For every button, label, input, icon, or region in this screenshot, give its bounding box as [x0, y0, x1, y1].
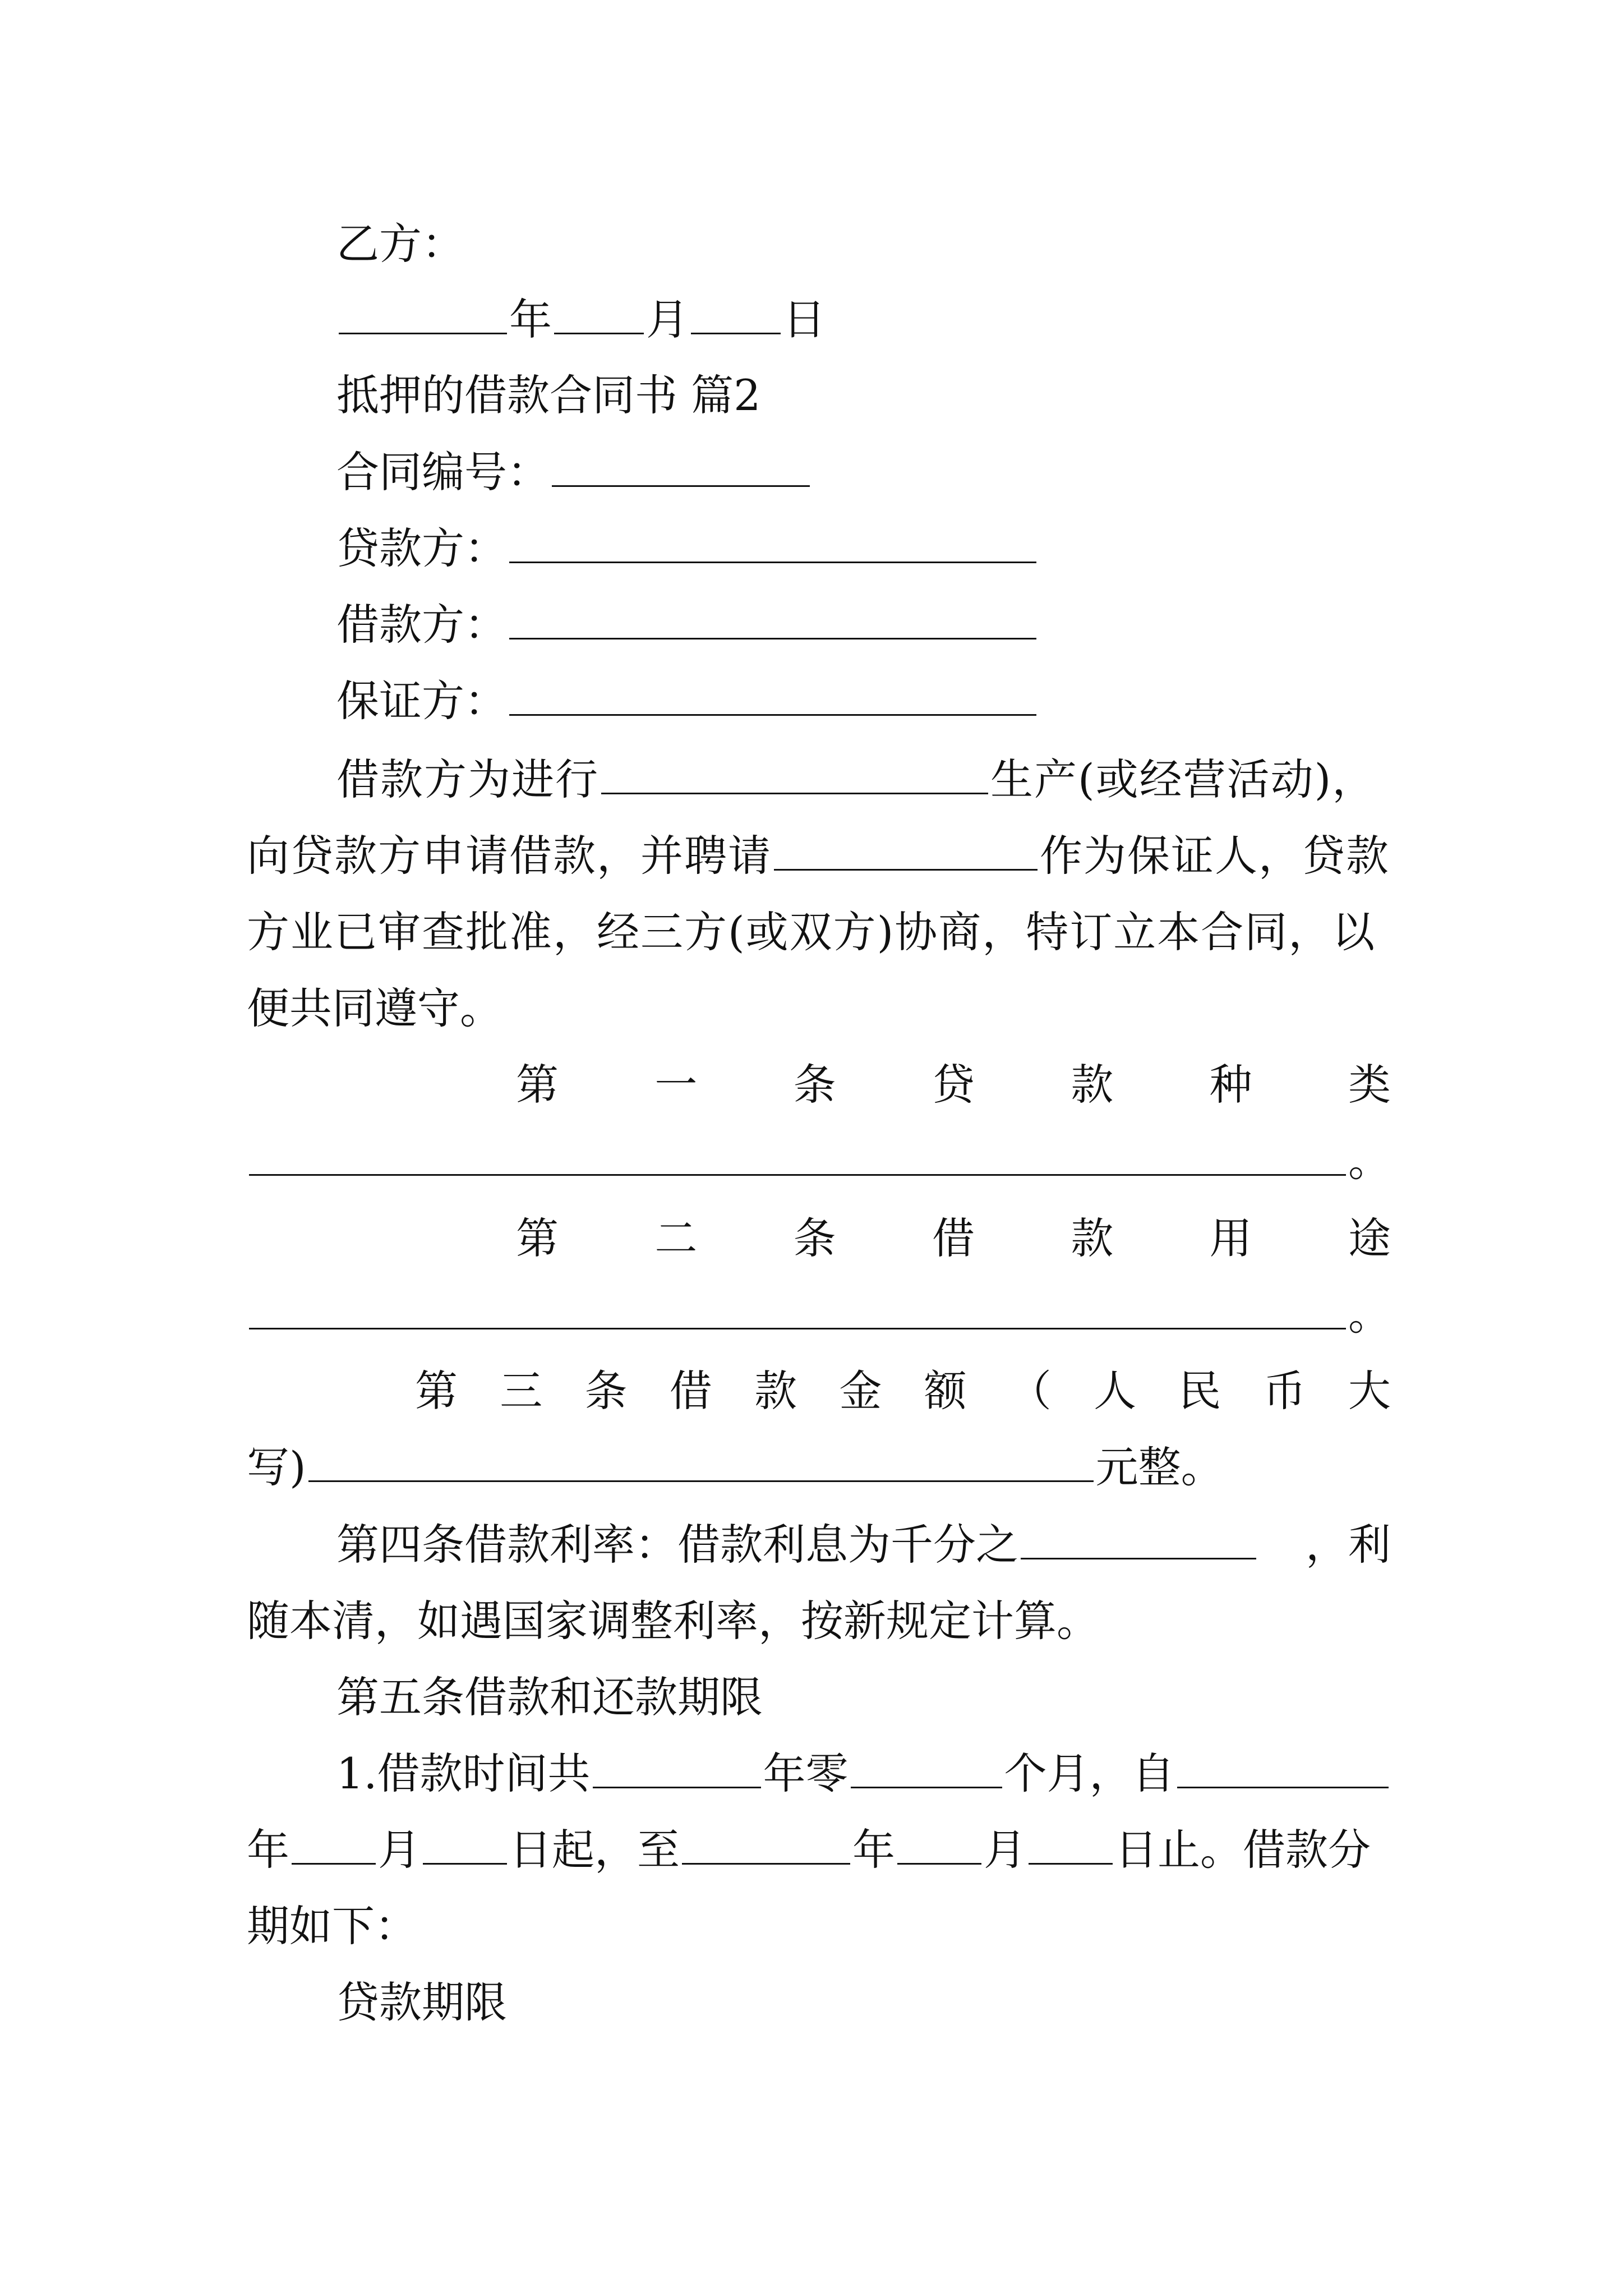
article-5-heading: 第五条借款和还款期限: [336, 1672, 763, 1722]
article-4-line-2: 随本清，如遇国家调整利率，按新规定计算。: [247, 1596, 1099, 1646]
date-line: 年 月 日: [247, 292, 1391, 348]
loan-type-blank: [249, 1137, 1346, 1176]
loan-term-label: 贷款期限: [336, 1977, 507, 2027]
end-month-blank: [897, 1826, 981, 1865]
party-b-label: 乙方：: [336, 219, 464, 269]
end-year-blank: [682, 1826, 850, 1865]
intro-line-4: 便共同遵守。: [247, 983, 502, 1033]
item-1-line-2: 年 月 日起，至 年 月 日止。借款分: [247, 1825, 1371, 1875]
article-2-blank-line: 。: [247, 1287, 1391, 1343]
intro-line-1: 借款方为进行 生产(或经营活动)，: [336, 754, 1376, 804]
article-3-amount-line: 写) 元整。: [247, 1442, 1224, 1492]
day-blank: [691, 296, 781, 334]
guarantor-line: 保证方：: [247, 673, 1391, 729]
article-4-line-1: 第四条借款利率：借款利息为千分之 ，利: [336, 1520, 1391, 1570]
item-1-line-3: 期如下：: [247, 1901, 417, 1951]
article-2-heading: 第 二 条 借 款 用 途: [516, 1213, 1391, 1263]
contract-number-blank: [552, 448, 810, 487]
year-blank: [339, 296, 507, 334]
years-blank: [593, 1750, 761, 1788]
lender-line: 贷款方：: [247, 521, 1391, 577]
borrower-line: 借款方：: [247, 597, 1391, 653]
lender-blank: [509, 524, 1036, 563]
guarantor-blank: [509, 677, 1036, 716]
section-title: 抵押的借款合同书 篇2: [336, 370, 761, 420]
purpose-blank: [601, 756, 988, 794]
start-day-blank: [423, 1826, 507, 1865]
start-month-blank: [292, 1826, 376, 1865]
intro-line-2: 向贷款方申请借款，并聘请 作为保证人，贷款: [247, 831, 1390, 881]
amount-blank: [308, 1443, 1094, 1482]
loan-purpose-blank: [249, 1291, 1346, 1329]
article-3-heading: 第 三 条 借 款 金 额 （ 人 民 币 大: [415, 1366, 1391, 1416]
end-day-blank: [1029, 1826, 1113, 1865]
borrower-blank: [509, 601, 1036, 639]
months-blank: [851, 1750, 1002, 1788]
guarantor-name-blank: [774, 832, 1038, 871]
article-1-heading: 第 一 条 贷 款 种 类: [516, 1060, 1391, 1110]
interest-rate-blank: [1021, 1521, 1256, 1559]
item-1-line-1: 1.借款时间共 年零 个月，自: [247, 1746, 1391, 1802]
contract-number-line: 合同编号：: [247, 444, 1391, 500]
month-blank: [554, 296, 644, 334]
article-1-blank-line: 。: [247, 1133, 1391, 1189]
intro-line-3: 方业已审查批准，经三方(或双方)协商，特订立本合同，以: [247, 907, 1376, 957]
start-year-blank: [1177, 1750, 1389, 1788]
